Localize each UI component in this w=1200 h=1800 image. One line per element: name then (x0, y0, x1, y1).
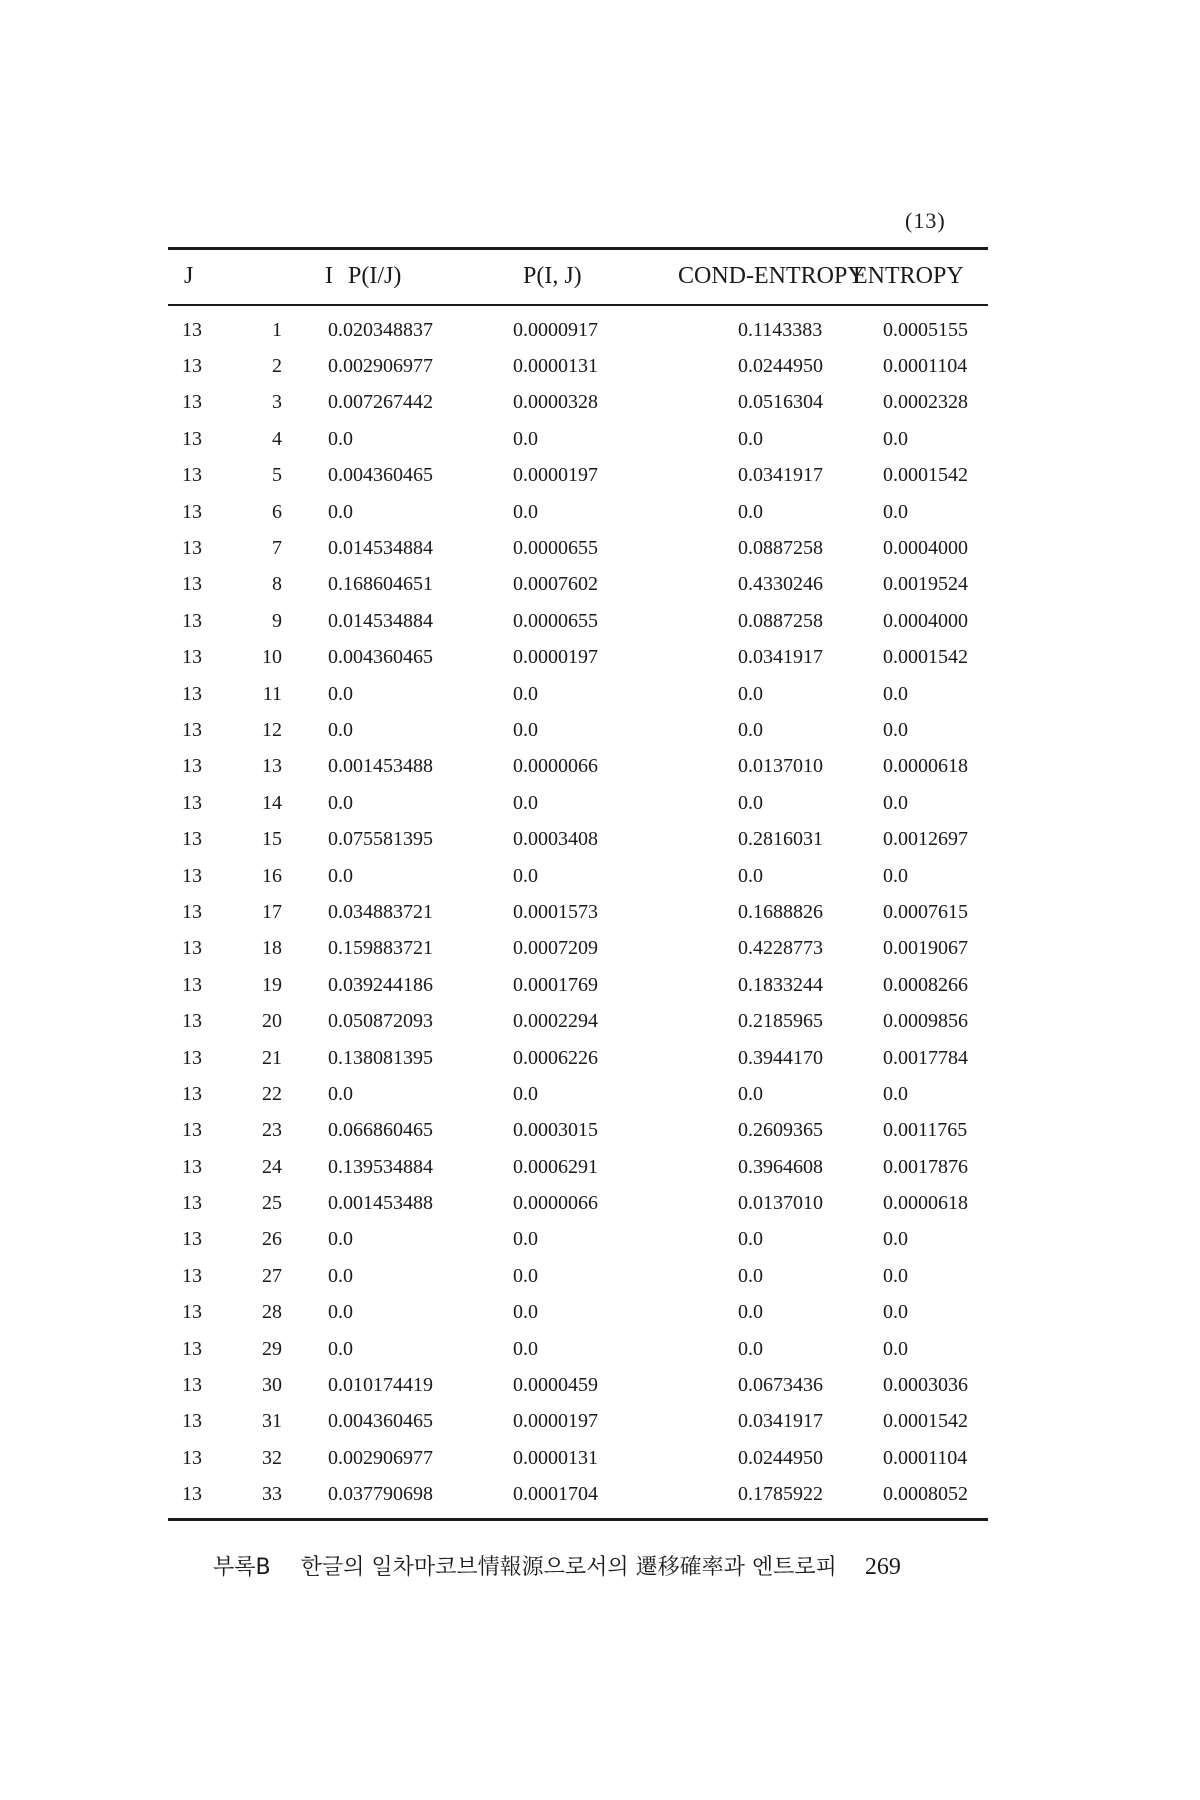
cell-entropy: 0.0001542 (883, 464, 968, 487)
cell-cond-entropy: 0.1688826 (738, 900, 823, 923)
cell-j: 13 (182, 900, 202, 923)
cell-p-i-j: 0.0001573 (513, 900, 598, 923)
table-row (168, 967, 988, 1003)
cell-cond-entropy: 0.0673436 (738, 1374, 823, 1397)
cell-p-i-j: 0.0000066 (513, 1192, 598, 1215)
cell-i: 5 (272, 464, 282, 487)
table-row (168, 1113, 988, 1149)
cell-i: 12 (262, 718, 282, 741)
cell-p-i-given-j: 0.014534884 (328, 609, 433, 632)
column-header-p-i-j: P(I, J) (523, 262, 582, 289)
table-row (168, 494, 988, 530)
cell-entropy: 0.0 (883, 682, 908, 705)
cell-j: 13 (182, 1410, 202, 1433)
cell-entropy: 0.0019524 (883, 573, 968, 596)
cell-i: 16 (262, 864, 282, 887)
cell-i: 22 (262, 1082, 282, 1105)
footer-appendix-label: 부록B (213, 1555, 271, 1580)
cell-p-i-j: 0.0000131 (513, 355, 598, 378)
cell-p-i-j: 0.0006226 (513, 1046, 598, 1069)
cell-i: 33 (262, 1483, 282, 1506)
cell-entropy: 0.0 (883, 864, 908, 887)
cell-p-i-given-j: 0.0 (328, 500, 353, 523)
cell-cond-entropy: 0.0 (738, 864, 763, 887)
cell-p-i-given-j: 0.007267442 (328, 391, 433, 414)
cell-p-i-given-j: 0.0 (328, 1082, 353, 1105)
cell-i: 13 (262, 755, 282, 778)
cell-p-i-j: 0.0 (513, 1264, 538, 1287)
cell-cond-entropy: 0.0341917 (738, 646, 823, 669)
table-row (168, 785, 988, 821)
table-header-row (168, 248, 988, 304)
cell-entropy: 0.0001542 (883, 646, 968, 669)
page-number: (13) (905, 208, 946, 233)
cell-p-i-j: 0.0 (513, 1301, 538, 1324)
cell-j: 13 (182, 1228, 202, 1251)
cell-cond-entropy: 0.0 (738, 1228, 763, 1251)
table-row (168, 1367, 988, 1403)
table-row (168, 348, 988, 384)
page-footer (213, 1550, 901, 1581)
cell-p-i-given-j: 0.138081395 (328, 1046, 433, 1069)
cell-p-i-given-j: 0.0 (328, 864, 353, 887)
cell-p-i-j: 0.0002294 (513, 1010, 598, 1033)
cell-cond-entropy: 0.0 (738, 718, 763, 741)
cell-cond-entropy: 0.1143383 (738, 318, 823, 341)
footer-page-number: 269 (864, 1554, 901, 1580)
table-row (168, 1477, 988, 1513)
cell-p-i-given-j: 0.050872093 (328, 1010, 433, 1033)
cell-i: 17 (262, 900, 282, 923)
cell-entropy: 0.0009856 (883, 1010, 968, 1033)
cell-j: 13 (182, 1301, 202, 1324)
cell-cond-entropy: 0.0244950 (738, 1446, 823, 1469)
cell-cond-entropy: 0.0 (738, 427, 763, 450)
table-row (168, 385, 988, 421)
table-row (168, 1258, 988, 1294)
cell-entropy: 0.0 (883, 1264, 908, 1287)
cell-j: 13 (182, 973, 202, 996)
cell-i: 30 (262, 1374, 282, 1397)
table-row (168, 858, 988, 894)
cell-i: 26 (262, 1228, 282, 1251)
cell-p-i-j: 0.0003015 (513, 1119, 598, 1142)
cell-entropy: 0.0 (883, 427, 908, 450)
cell-p-i-given-j: 0.037790698 (328, 1483, 433, 1506)
cell-p-i-given-j: 0.066860465 (328, 1119, 433, 1142)
table-row (168, 1003, 988, 1039)
cell-j: 13 (182, 1082, 202, 1105)
cell-entropy: 0.0007615 (883, 900, 968, 923)
table-row (168, 530, 988, 566)
cell-p-i-given-j: 0.014534884 (328, 537, 433, 560)
cell-j: 13 (182, 1192, 202, 1215)
probability-table (168, 248, 988, 1513)
cell-entropy: 0.0000618 (883, 755, 968, 778)
cell-i: 24 (262, 1155, 282, 1178)
cell-p-i-given-j: 0.001453488 (328, 1192, 433, 1215)
cell-i: 11 (262, 682, 282, 705)
cell-i: 28 (262, 1301, 282, 1324)
cell-i: 20 (262, 1010, 282, 1033)
cell-entropy: 0.0000618 (883, 1192, 968, 1215)
cell-j: 13 (182, 937, 202, 960)
cell-i: 25 (262, 1192, 282, 1215)
cell-entropy: 0.0017784 (883, 1046, 968, 1069)
table-row (168, 304, 988, 348)
cell-p-i-j: 0.0000131 (513, 1446, 598, 1469)
cell-p-i-j: 0.0 (513, 1228, 538, 1251)
table-row (168, 712, 988, 748)
cell-j: 13 (182, 1337, 202, 1360)
cell-entropy: 0.0019067 (883, 937, 968, 960)
cell-p-i-j: 0.0001704 (513, 1483, 598, 1506)
cell-j: 13 (182, 646, 202, 669)
cell-entropy: 0.0011765 (883, 1119, 968, 1142)
cell-i: 9 (272, 609, 282, 632)
table-row (168, 567, 988, 603)
cell-i: 7 (272, 537, 282, 560)
cell-cond-entropy: 0.0887258 (738, 537, 823, 560)
cell-entropy: 0.0 (883, 1301, 908, 1324)
cell-cond-entropy: 0.0137010 (738, 755, 823, 778)
cell-entropy: 0.0 (883, 1228, 908, 1251)
cell-j: 13 (182, 355, 202, 378)
cell-entropy: 0.0 (883, 718, 908, 741)
table-body (168, 304, 988, 1513)
cell-j: 13 (182, 1446, 202, 1469)
cell-p-i-j: 0.0000655 (513, 609, 598, 632)
cell-i: 23 (262, 1119, 282, 1142)
cell-entropy: 0.0001542 (883, 1410, 968, 1433)
cell-cond-entropy: 0.0 (738, 1264, 763, 1287)
cell-cond-entropy: 0.0887258 (738, 609, 823, 632)
cell-cond-entropy: 0.0 (738, 1301, 763, 1324)
cell-j: 13 (182, 791, 202, 814)
cell-cond-entropy: 0.0341917 (738, 1410, 823, 1433)
column-header-cond-entropy: COND-ENTROPY (678, 262, 865, 289)
column-header-entropy: ENTROPY (853, 262, 964, 289)
cell-j: 13 (182, 537, 202, 560)
cell-p-i-given-j: 0.034883721 (328, 900, 433, 923)
cell-p-i-given-j: 0.075581395 (328, 828, 433, 851)
cell-j: 13 (182, 464, 202, 487)
cell-entropy: 0.0017876 (883, 1155, 968, 1178)
cell-entropy: 0.0008052 (883, 1483, 968, 1506)
cell-p-i-j: 0.0000459 (513, 1374, 598, 1397)
cell-j: 13 (182, 500, 202, 523)
cell-cond-entropy: 0.3964608 (738, 1155, 823, 1178)
cell-i: 14 (262, 791, 282, 814)
cell-p-i-j: 0.0000197 (513, 464, 598, 487)
cell-p-i-j: 0.0000066 (513, 755, 598, 778)
table-row (168, 1295, 988, 1331)
table-bottom-rule (168, 1518, 988, 1521)
cell-j: 13 (182, 1119, 202, 1142)
column-header-j: J (184, 262, 194, 289)
table-row (168, 1185, 988, 1221)
cell-j: 13 (182, 1155, 202, 1178)
cell-p-i-given-j: 0.004360465 (328, 1410, 433, 1433)
cell-j: 13 (182, 1010, 202, 1033)
table-row (168, 1440, 988, 1476)
cell-j: 13 (182, 828, 202, 851)
cell-p-i-j: 0.0 (513, 864, 538, 887)
footer-title: 한글의 일차마코브情報源으로서의 遷移確率과 엔트로피 (300, 1555, 837, 1580)
cell-p-i-given-j: 0.0 (328, 1301, 353, 1324)
cell-i: 2 (272, 355, 282, 378)
cell-i: 32 (262, 1446, 282, 1469)
cell-j: 13 (182, 864, 202, 887)
cell-i: 4 (272, 427, 282, 450)
cell-cond-entropy: 0.0137010 (738, 1192, 823, 1215)
cell-i: 6 (272, 500, 282, 523)
table-row (168, 640, 988, 676)
table-row (168, 1404, 988, 1440)
cell-cond-entropy: 0.2609365 (738, 1119, 823, 1142)
cell-entropy: 0.0 (883, 791, 908, 814)
cell-p-i-given-j: 0.020348837 (328, 318, 433, 341)
cell-entropy: 0.0004000 (883, 537, 968, 560)
cell-cond-entropy: 0.1785922 (738, 1483, 823, 1506)
cell-j: 13 (182, 1264, 202, 1287)
cell-p-i-j: 0.0006291 (513, 1155, 598, 1178)
cell-cond-entropy: 0.2816031 (738, 828, 823, 851)
cell-cond-entropy: 0.3944170 (738, 1046, 823, 1069)
table-row (168, 1076, 988, 1112)
cell-i: 21 (262, 1046, 282, 1069)
cell-cond-entropy: 0.0 (738, 500, 763, 523)
cell-p-i-given-j: 0.002906977 (328, 1446, 433, 1469)
cell-p-i-given-j: 0.0 (328, 1228, 353, 1251)
cell-cond-entropy: 0.4330246 (738, 573, 823, 596)
cell-i: 29 (262, 1337, 282, 1360)
table-row (168, 894, 988, 930)
cell-p-i-j: 0.0001769 (513, 973, 598, 996)
cell-i: 27 (262, 1264, 282, 1287)
cell-cond-entropy: 0.0341917 (738, 464, 823, 487)
cell-j: 13 (182, 318, 202, 341)
cell-i: 8 (272, 573, 282, 596)
cell-j: 13 (182, 573, 202, 596)
cell-p-i-j: 0.0007209 (513, 937, 598, 960)
cell-p-i-j: 0.0000328 (513, 391, 598, 414)
table-row (168, 603, 988, 639)
table-row (168, 458, 988, 494)
cell-p-i-given-j: 0.159883721 (328, 937, 433, 960)
cell-cond-entropy: 0.0 (738, 1082, 763, 1105)
cell-p-i-given-j: 0.0 (328, 718, 353, 741)
cell-entropy: 0.0004000 (883, 609, 968, 632)
table-row (168, 421, 988, 457)
cell-p-i-j: 0.0000197 (513, 1410, 598, 1433)
cell-p-i-given-j: 0.139534884 (328, 1155, 433, 1178)
cell-cond-entropy: 0.0 (738, 682, 763, 705)
column-header-p-i-given-j: P(I/J) (348, 262, 402, 289)
cell-p-i-given-j: 0.0 (328, 427, 353, 450)
column-header-i: I (325, 262, 333, 289)
cell-entropy: 0.0 (883, 1337, 908, 1360)
cell-i: 1 (272, 318, 282, 341)
cell-i: 31 (262, 1410, 282, 1433)
table-row (168, 749, 988, 785)
cell-entropy: 0.0 (883, 500, 908, 523)
table-row (168, 1149, 988, 1185)
cell-entropy: 0.0012697 (883, 828, 968, 851)
cell-p-i-given-j: 0.002906977 (328, 355, 433, 378)
cell-j: 13 (182, 391, 202, 414)
cell-p-i-j: 0.0000655 (513, 537, 598, 560)
cell-p-i-given-j: 0.001453488 (328, 755, 433, 778)
cell-i: 15 (262, 828, 282, 851)
cell-j: 13 (182, 609, 202, 632)
table-row (168, 676, 988, 712)
cell-p-i-j: 0.0000197 (513, 646, 598, 669)
cell-cond-entropy: 0.0 (738, 1337, 763, 1360)
cell-entropy: 0.0 (883, 1082, 908, 1105)
cell-p-i-given-j: 0.0 (328, 791, 353, 814)
cell-i: 10 (262, 646, 282, 669)
cell-p-i-j: 0.0 (513, 682, 538, 705)
table-row (168, 1222, 988, 1258)
table-row (168, 821, 988, 857)
cell-p-i-j: 0.0007602 (513, 573, 598, 596)
cell-cond-entropy: 0.0 (738, 791, 763, 814)
cell-entropy: 0.0003036 (883, 1374, 968, 1397)
cell-p-i-given-j: 0.039244186 (328, 973, 433, 996)
cell-p-i-given-j: 0.004360465 (328, 464, 433, 487)
cell-i: 18 (262, 937, 282, 960)
cell-p-i-given-j: 0.0 (328, 682, 353, 705)
cell-p-i-j: 0.0000917 (513, 318, 598, 341)
cell-j: 13 (182, 718, 202, 741)
cell-j: 13 (182, 755, 202, 778)
cell-j: 13 (182, 1374, 202, 1397)
cell-p-i-j: 0.0 (513, 1337, 538, 1360)
cell-entropy: 0.0001104 (883, 355, 968, 378)
cell-j: 13 (182, 1046, 202, 1069)
cell-cond-entropy: 0.1833244 (738, 973, 823, 996)
table-row (168, 931, 988, 967)
cell-i: 19 (262, 973, 282, 996)
cell-j: 13 (182, 1483, 202, 1506)
cell-p-i-given-j: 0.010174419 (328, 1374, 433, 1397)
cell-cond-entropy: 0.0244950 (738, 355, 823, 378)
cell-j: 13 (182, 682, 202, 705)
cell-entropy: 0.0008266 (883, 973, 968, 996)
cell-entropy: 0.0005155 (883, 318, 968, 341)
cell-p-i-given-j: 0.004360465 (328, 646, 433, 669)
cell-p-i-given-j: 0.0 (328, 1337, 353, 1360)
cell-cond-entropy: 0.4228773 (738, 937, 823, 960)
cell-cond-entropy: 0.0516304 (738, 391, 823, 414)
cell-entropy: 0.0002328 (883, 391, 968, 414)
cell-p-i-j: 0.0 (513, 500, 538, 523)
cell-p-i-j: 0.0 (513, 791, 538, 814)
cell-entropy: 0.0001104 (883, 1446, 968, 1469)
table-row (168, 1040, 988, 1076)
cell-i: 3 (272, 391, 282, 414)
cell-p-i-given-j: 0.0 (328, 1264, 353, 1287)
cell-p-i-j: 0.0003408 (513, 828, 598, 851)
table-row (168, 1331, 988, 1367)
cell-j: 13 (182, 427, 202, 450)
cell-cond-entropy: 0.2185965 (738, 1010, 823, 1033)
cell-p-i-given-j: 0.168604651 (328, 573, 433, 596)
cell-p-i-j: 0.0 (513, 718, 538, 741)
cell-p-i-j: 0.0 (513, 1082, 538, 1105)
cell-p-i-j: 0.0 (513, 427, 538, 450)
